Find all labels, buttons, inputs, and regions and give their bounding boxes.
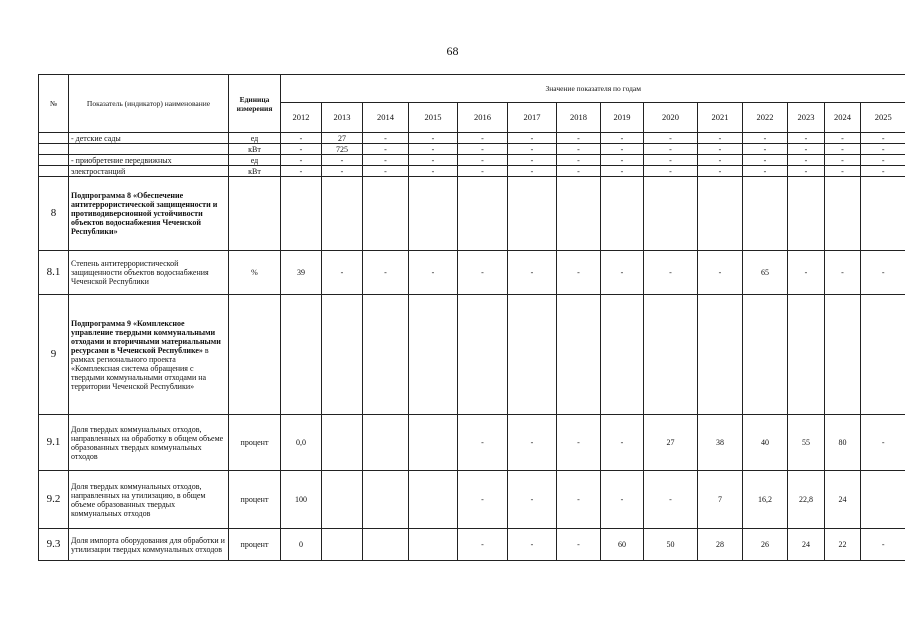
value-cell xyxy=(601,177,644,251)
row-number: 8.1 xyxy=(39,251,69,295)
value-cell: 22,8 xyxy=(788,471,825,529)
value-cell: - xyxy=(788,144,825,155)
value-cell: - xyxy=(458,166,508,177)
value-cell: - xyxy=(458,415,508,471)
value-cell: - xyxy=(861,144,905,155)
value-cell: - xyxy=(458,529,508,561)
value-cell: - xyxy=(698,251,743,295)
value-cell xyxy=(322,471,363,529)
value-cell: - xyxy=(557,155,601,166)
row-number: 9.2 xyxy=(39,471,69,529)
value-cell: - xyxy=(557,133,601,144)
value-cell: - xyxy=(409,251,458,295)
value-cell xyxy=(743,295,788,415)
value-cell: - xyxy=(698,155,743,166)
value-cell xyxy=(409,295,458,415)
value-cell: 725 xyxy=(322,144,363,155)
unit-cell: ед xyxy=(229,133,281,144)
value-cell xyxy=(322,295,363,415)
table-row xyxy=(39,295,905,415)
value-cell: - xyxy=(363,166,409,177)
unit-cell: кВт xyxy=(229,144,281,155)
value-cell xyxy=(508,177,557,251)
value-cell: 24 xyxy=(825,471,861,529)
value-cell: - xyxy=(743,155,788,166)
value-cell xyxy=(409,471,458,529)
unit-cell xyxy=(229,177,281,251)
value-cell: 38 xyxy=(698,415,743,471)
value-cell: - xyxy=(825,155,861,166)
value-cell xyxy=(281,177,322,251)
row-number xyxy=(39,166,69,177)
value-cell: - xyxy=(322,155,363,166)
value-cell: 24 xyxy=(788,529,825,561)
value-cell: - xyxy=(861,529,905,561)
value-cell: - xyxy=(825,166,861,177)
value-cell: 0,0 xyxy=(281,415,322,471)
indicator-name: электростанций xyxy=(69,166,229,177)
value-cell xyxy=(861,471,905,529)
value-cell xyxy=(861,177,905,251)
value-cell: 22 xyxy=(825,529,861,561)
value-cell: - xyxy=(458,144,508,155)
value-cell: - xyxy=(281,133,322,144)
indicator-name: Доля импорта оборудования для обработки и утилизации твердых коммунальных отходов xyxy=(69,529,229,561)
value-cell xyxy=(363,529,409,561)
value-cell: - xyxy=(644,155,698,166)
value-cell: - xyxy=(508,166,557,177)
value-cell xyxy=(557,177,601,251)
year-header: 2018 xyxy=(557,103,601,133)
value-cell: 26 xyxy=(743,529,788,561)
value-cell xyxy=(557,295,601,415)
value-cell xyxy=(322,415,363,471)
value-cell: 28 xyxy=(698,529,743,561)
row-number xyxy=(39,155,69,166)
value-cell: - xyxy=(458,133,508,144)
value-cell: - xyxy=(861,155,905,166)
value-cell xyxy=(322,529,363,561)
unit-cell: ед xyxy=(229,155,281,166)
value-cell xyxy=(281,295,322,415)
value-cell: - xyxy=(743,133,788,144)
row-number xyxy=(39,133,69,144)
value-cell: - xyxy=(508,251,557,295)
indicator-name: - приобретение передвижных xyxy=(69,155,229,166)
year-header: 2024 xyxy=(825,103,861,133)
year-header: 2012 xyxy=(281,103,322,133)
value-cell: - xyxy=(601,155,644,166)
value-cell xyxy=(601,295,644,415)
subprogram-title: Подпрограмма 9 «Комплексное управление твердыми коммунальными отходами и вторичными материальными ресурсами в Чеченской Республике» xyxy=(71,318,221,355)
value-cell: - xyxy=(508,471,557,529)
value-cell: - xyxy=(363,251,409,295)
value-cell xyxy=(825,295,861,415)
unit-cell: процент xyxy=(229,471,281,529)
value-cell: - xyxy=(322,251,363,295)
col-header-unit: Единица измерения xyxy=(229,75,281,133)
year-header: 2017 xyxy=(508,103,557,133)
value-cell xyxy=(698,177,743,251)
value-cell: - xyxy=(363,144,409,155)
value-cell: - xyxy=(788,133,825,144)
value-cell: - xyxy=(458,251,508,295)
value-cell: - xyxy=(281,166,322,177)
value-cell: - xyxy=(363,133,409,144)
value-cell: - xyxy=(644,133,698,144)
year-header: 2025 xyxy=(861,103,905,133)
value-cell xyxy=(508,295,557,415)
table-row xyxy=(39,133,905,144)
year-header: 2023 xyxy=(788,103,825,133)
value-cell xyxy=(409,415,458,471)
value-cell: - xyxy=(743,166,788,177)
value-cell: - xyxy=(601,471,644,529)
value-cell: - xyxy=(508,133,557,144)
year-header: 2019 xyxy=(601,103,644,133)
value-cell: - xyxy=(458,471,508,529)
value-cell: - xyxy=(557,471,601,529)
value-cell: - xyxy=(644,166,698,177)
value-cell: - xyxy=(825,144,861,155)
indicator-name: Доля твердых коммунальных отходов, направленных на обработку в общем объеме образованных твердых коммунальных отходов xyxy=(69,415,229,471)
value-cell: - xyxy=(322,166,363,177)
table-row xyxy=(39,144,905,155)
value-cell: - xyxy=(557,529,601,561)
value-cell xyxy=(322,177,363,251)
value-cell: - xyxy=(861,415,905,471)
value-cell xyxy=(788,295,825,415)
table-row xyxy=(39,415,905,471)
value-cell: - xyxy=(508,144,557,155)
value-cell: - xyxy=(409,155,458,166)
table-row xyxy=(39,251,905,295)
value-cell: - xyxy=(698,166,743,177)
value-cell: - xyxy=(508,415,557,471)
indicator-table xyxy=(38,74,905,561)
unit-cell: процент xyxy=(229,415,281,471)
value-cell: 40 xyxy=(743,415,788,471)
value-cell xyxy=(644,295,698,415)
value-cell: 80 xyxy=(825,415,861,471)
value-cell xyxy=(363,295,409,415)
value-cell xyxy=(458,295,508,415)
col-header-values-by-year: Значение показателя по годам xyxy=(281,75,905,103)
table-row xyxy=(39,471,905,529)
row-number: 9 xyxy=(39,295,69,415)
value-cell xyxy=(698,295,743,415)
unit-cell xyxy=(229,295,281,415)
page-number: 68 xyxy=(446,44,459,58)
value-cell: - xyxy=(458,155,508,166)
value-cell: - xyxy=(788,251,825,295)
value-cell: - xyxy=(508,155,557,166)
indicator-name: - детские сады xyxy=(69,133,229,144)
year-header: 2016 xyxy=(458,103,508,133)
value-cell xyxy=(861,295,905,415)
value-cell: - xyxy=(508,529,557,561)
value-cell: - xyxy=(281,155,322,166)
indicator-name xyxy=(69,295,229,415)
value-cell: - xyxy=(644,251,698,295)
indicator-name xyxy=(69,144,229,155)
value-cell: - xyxy=(644,144,698,155)
year-header: 2021 xyxy=(698,103,743,133)
year-header: 2020 xyxy=(644,103,698,133)
value-cell: - xyxy=(825,251,861,295)
value-cell: - xyxy=(743,144,788,155)
value-cell xyxy=(409,177,458,251)
value-cell: - xyxy=(363,155,409,166)
value-cell: 50 xyxy=(644,529,698,561)
value-cell xyxy=(788,177,825,251)
value-cell: 65 xyxy=(743,251,788,295)
year-header: 2013 xyxy=(322,103,363,133)
value-cell: - xyxy=(861,251,905,295)
table-row xyxy=(39,155,905,166)
year-header: 2015 xyxy=(409,103,458,133)
row-number: 9.1 xyxy=(39,415,69,471)
value-cell: 16,2 xyxy=(743,471,788,529)
indicator-name: Подпрограмма 8 «Обеспечение антитеррористической защищенности и противодиверсионной устойчивости объектов водоснабжения Чеченской Республики» xyxy=(69,177,229,251)
value-cell: 100 xyxy=(281,471,322,529)
value-cell: - xyxy=(557,144,601,155)
value-cell: 55 xyxy=(788,415,825,471)
col-header-indicator: Показатель (индикатор) наименование xyxy=(69,75,229,133)
table-row xyxy=(39,166,905,177)
unit-cell: кВт xyxy=(229,166,281,177)
value-cell: - xyxy=(409,133,458,144)
value-cell: 0 xyxy=(281,529,322,561)
value-cell xyxy=(363,415,409,471)
value-cell: - xyxy=(861,133,905,144)
value-cell: - xyxy=(788,166,825,177)
unit-cell: процент xyxy=(229,529,281,561)
value-cell xyxy=(825,177,861,251)
value-cell: 60 xyxy=(601,529,644,561)
value-cell xyxy=(458,177,508,251)
value-cell: - xyxy=(409,166,458,177)
value-cell: - xyxy=(825,133,861,144)
value-cell: - xyxy=(861,166,905,177)
value-cell xyxy=(363,177,409,251)
value-cell: - xyxy=(601,251,644,295)
value-cell: - xyxy=(601,166,644,177)
value-cell: - xyxy=(644,471,698,529)
value-cell: 39 xyxy=(281,251,322,295)
value-cell xyxy=(644,177,698,251)
unit-cell: % xyxy=(229,251,281,295)
table-row xyxy=(39,177,905,251)
year-header: 2014 xyxy=(363,103,409,133)
col-header-no: № xyxy=(39,75,69,133)
value-cell: - xyxy=(601,133,644,144)
value-cell: - xyxy=(788,155,825,166)
value-cell xyxy=(743,177,788,251)
value-cell: - xyxy=(698,144,743,155)
value-cell: - xyxy=(601,144,644,155)
value-cell: 27 xyxy=(644,415,698,471)
subprogram-description: в рамках регионального проекта «Комплексная система обращения с твердыми коммунальными отходами на территории Чеченской Республики» xyxy=(71,345,209,391)
value-cell: 27 xyxy=(322,133,363,144)
value-cell: - xyxy=(409,144,458,155)
value-cell: - xyxy=(281,144,322,155)
value-cell: - xyxy=(601,415,644,471)
year-header: 2022 xyxy=(743,103,788,133)
value-cell xyxy=(363,471,409,529)
row-number: 9.3 xyxy=(39,529,69,561)
value-cell: - xyxy=(557,251,601,295)
value-cell xyxy=(409,529,458,561)
value-cell: 7 xyxy=(698,471,743,529)
row-number xyxy=(39,144,69,155)
value-cell: - xyxy=(698,133,743,144)
indicator-name: Доля твердых коммунальных отходов, направленных на утилизацию, в общем объеме образованных твердых коммунальных отходов xyxy=(69,471,229,529)
value-cell: - xyxy=(557,415,601,471)
table-row xyxy=(39,529,905,561)
row-number: 8 xyxy=(39,177,69,251)
indicator-name: Степень антитеррористической защищенности объектов водоснабжения Чеченской Республики xyxy=(69,251,229,295)
value-cell: - xyxy=(557,166,601,177)
